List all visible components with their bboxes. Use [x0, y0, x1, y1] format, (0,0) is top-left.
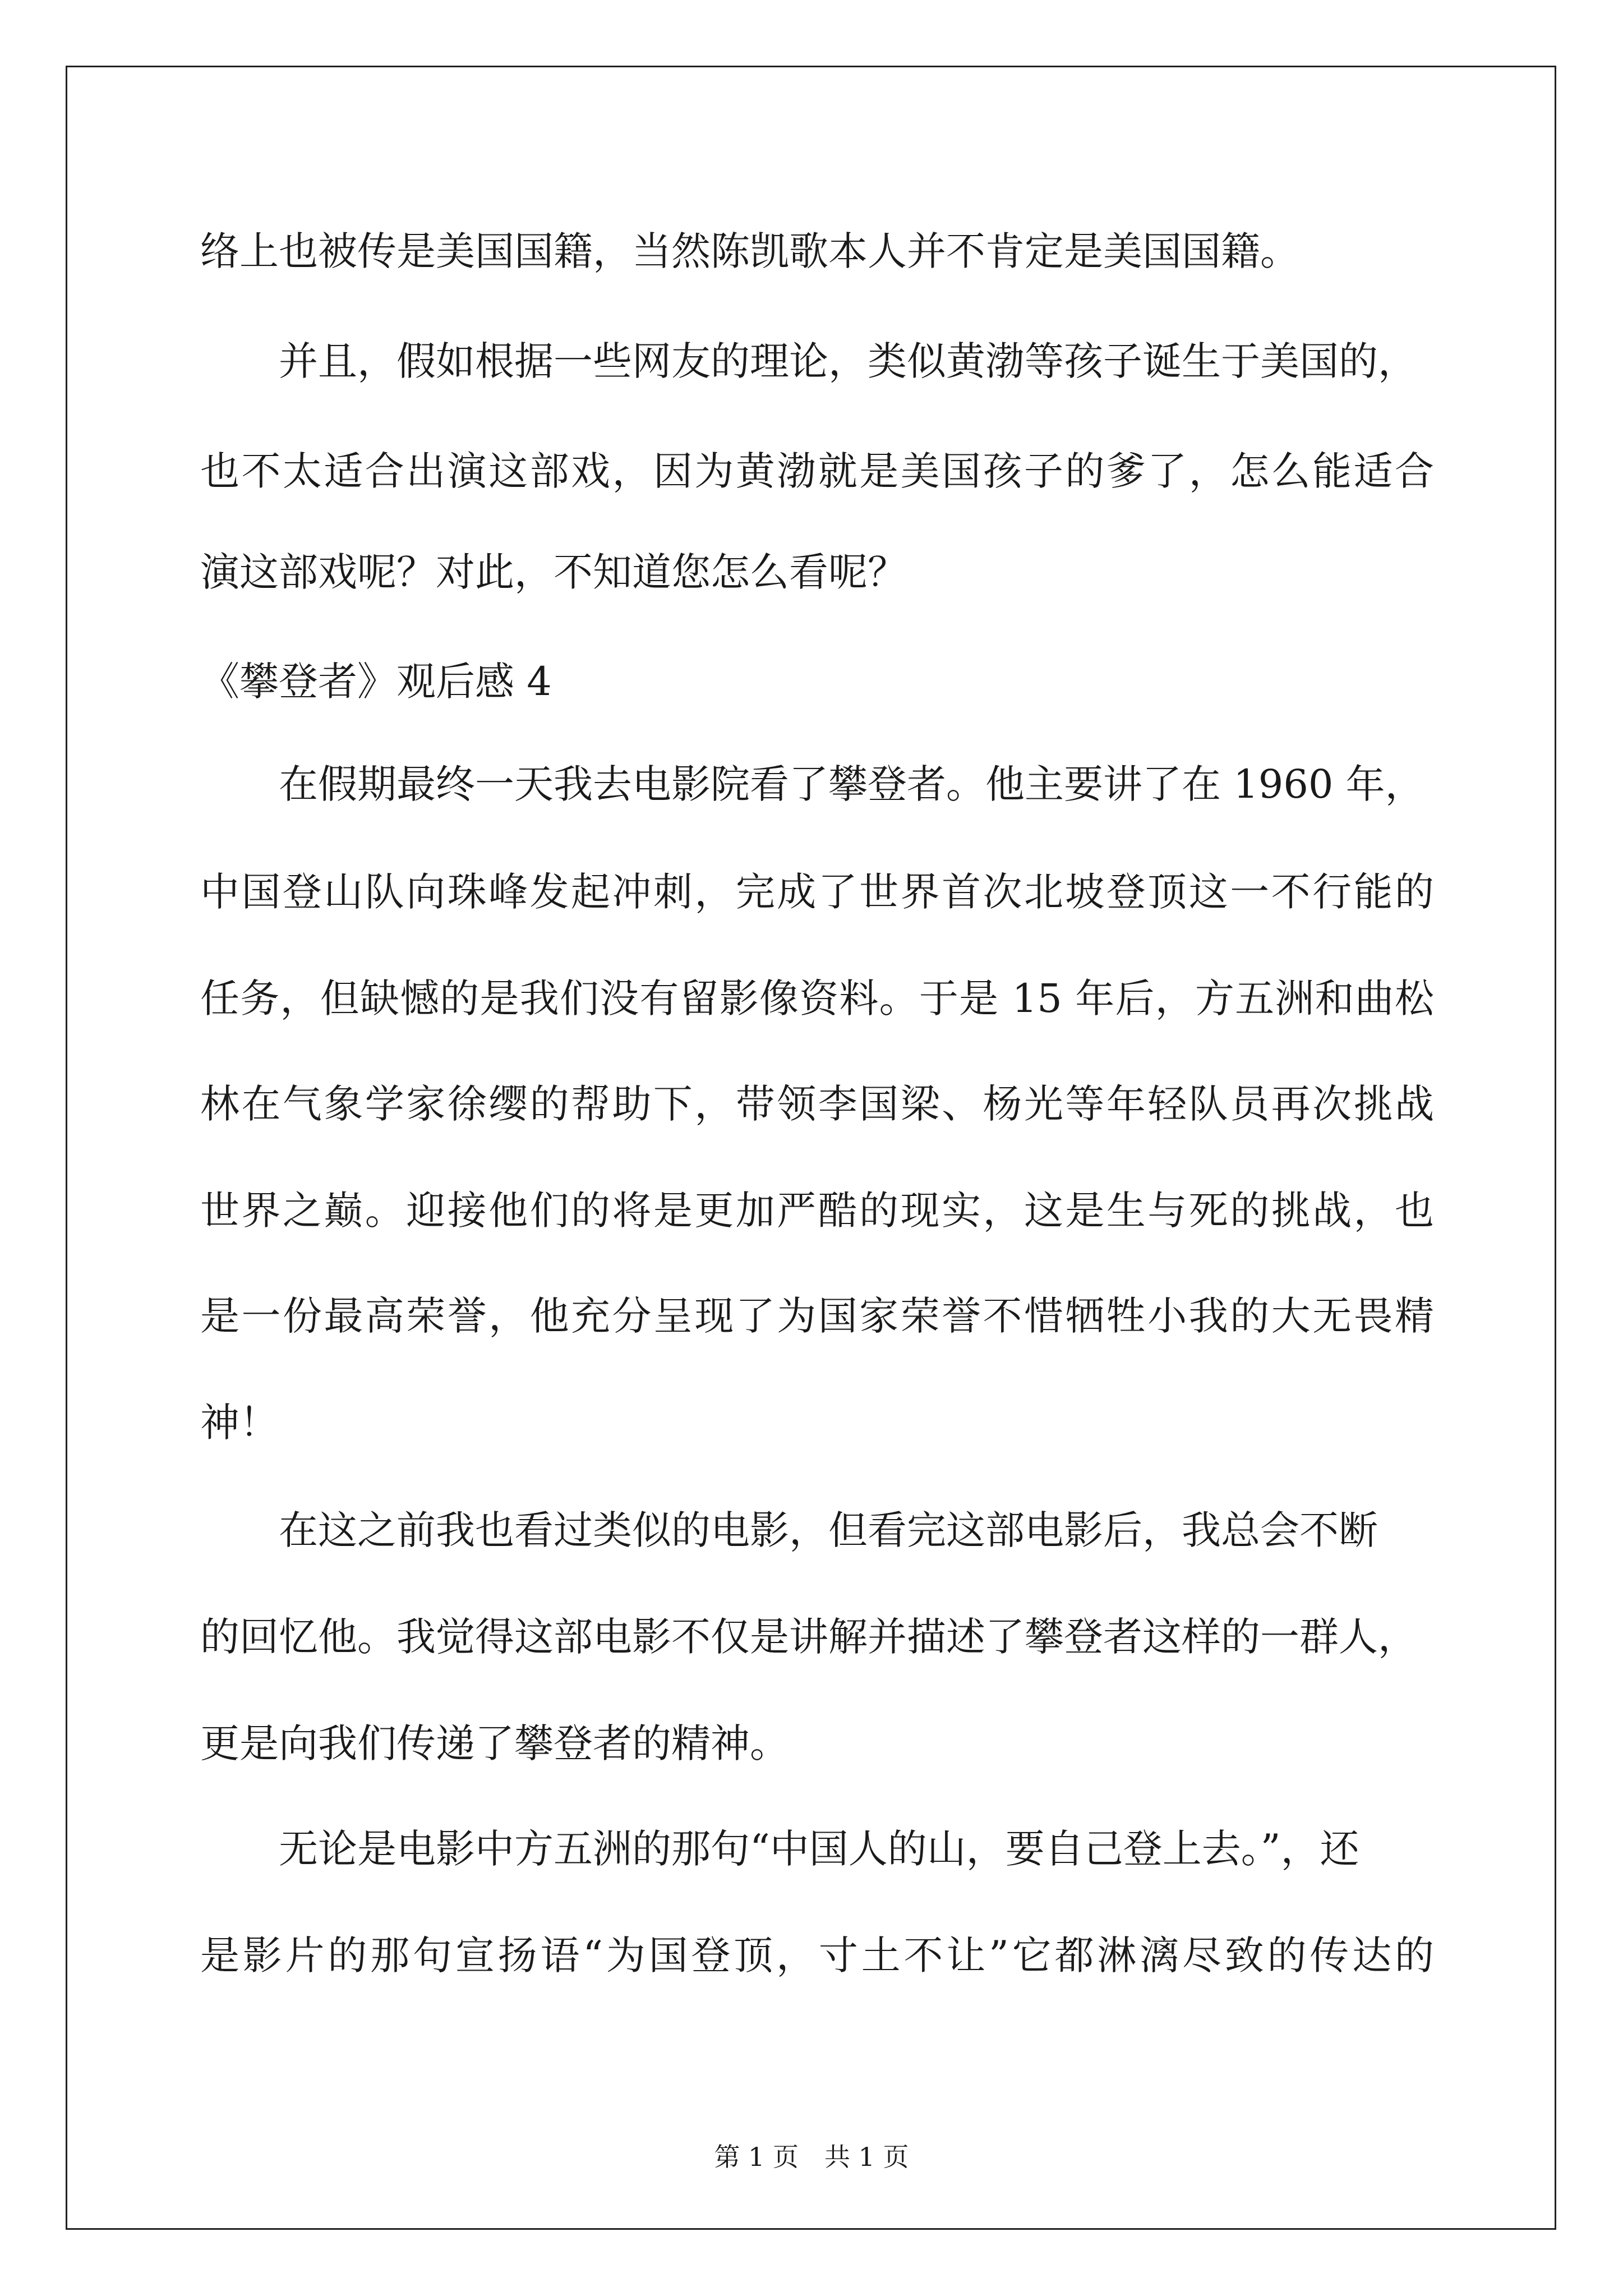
text-line: 演这部戏呢？对此，不知道您怎么看呢？ — [200, 549, 907, 595]
paragraph-first-line: 在这之前我也看过类似的电影，但看完这部电影后，我总会不断 — [279, 1507, 1378, 1553]
text-line: 神！ — [200, 1400, 279, 1446]
text-line: 是影片的那句宣扬语“为国登顶，寸土不让”它都淋漓尽致的传达的 — [200, 1932, 1434, 1978]
text-line: 任务，但缺憾的是我们没有留影像资料。于是 15 年后，方五洲和曲松 — [200, 976, 1434, 1022]
paragraph-first-line: 在假期最终一天我去电影院看了攀登者。他主要讲了在 1960 年， — [279, 761, 1424, 807]
text-line: 林在气象学家徐缨的帮助下，带领李国梁、杨光等年轻队员再次挑战 — [200, 1081, 1434, 1127]
text-line: 也不太适合出演这部戏，因为黄渤就是美国孩子的爹了，怎么能适合 — [200, 448, 1434, 494]
page-frame — [66, 66, 1556, 2230]
text-line: 中国登山队向珠峰发起冲刺，完成了世界首次北坡登顶这一不行能的 — [200, 869, 1434, 915]
paragraph-first-line: 无论是电影中方五洲的那句“中国人的山，要自己登上去。”，还 — [279, 1826, 1359, 1872]
text-line: 的回忆他。我觉得这部电影不仅是讲解并描述了攀登者这样的一群人， — [200, 1614, 1417, 1660]
text-line: 更是向我们传递了攀登者的精神。 — [200, 1720, 789, 1766]
section-heading: 《攀登者》观后感 4 — [200, 659, 552, 705]
text-line: 世界之巅。迎接他们的将是更加严酷的现实，这是生与死的挑战，也 — [200, 1188, 1434, 1234]
text-line: 络上也被传是美国国籍，当然陈凯歌本人并不肯定是美国国籍。 — [200, 228, 1299, 274]
text-line: 是一份最高荣誉，他充分呈现了为国家荣誉不惜牺牲小我的大无畏精 — [200, 1293, 1434, 1339]
paragraph-first-line: 并且，假如根据一些网友的理论，类似黄渤等孩子诞生于美国的， — [279, 338, 1417, 384]
page-number-footer: 第 1 页 共 1 页 — [714, 2142, 909, 2172]
